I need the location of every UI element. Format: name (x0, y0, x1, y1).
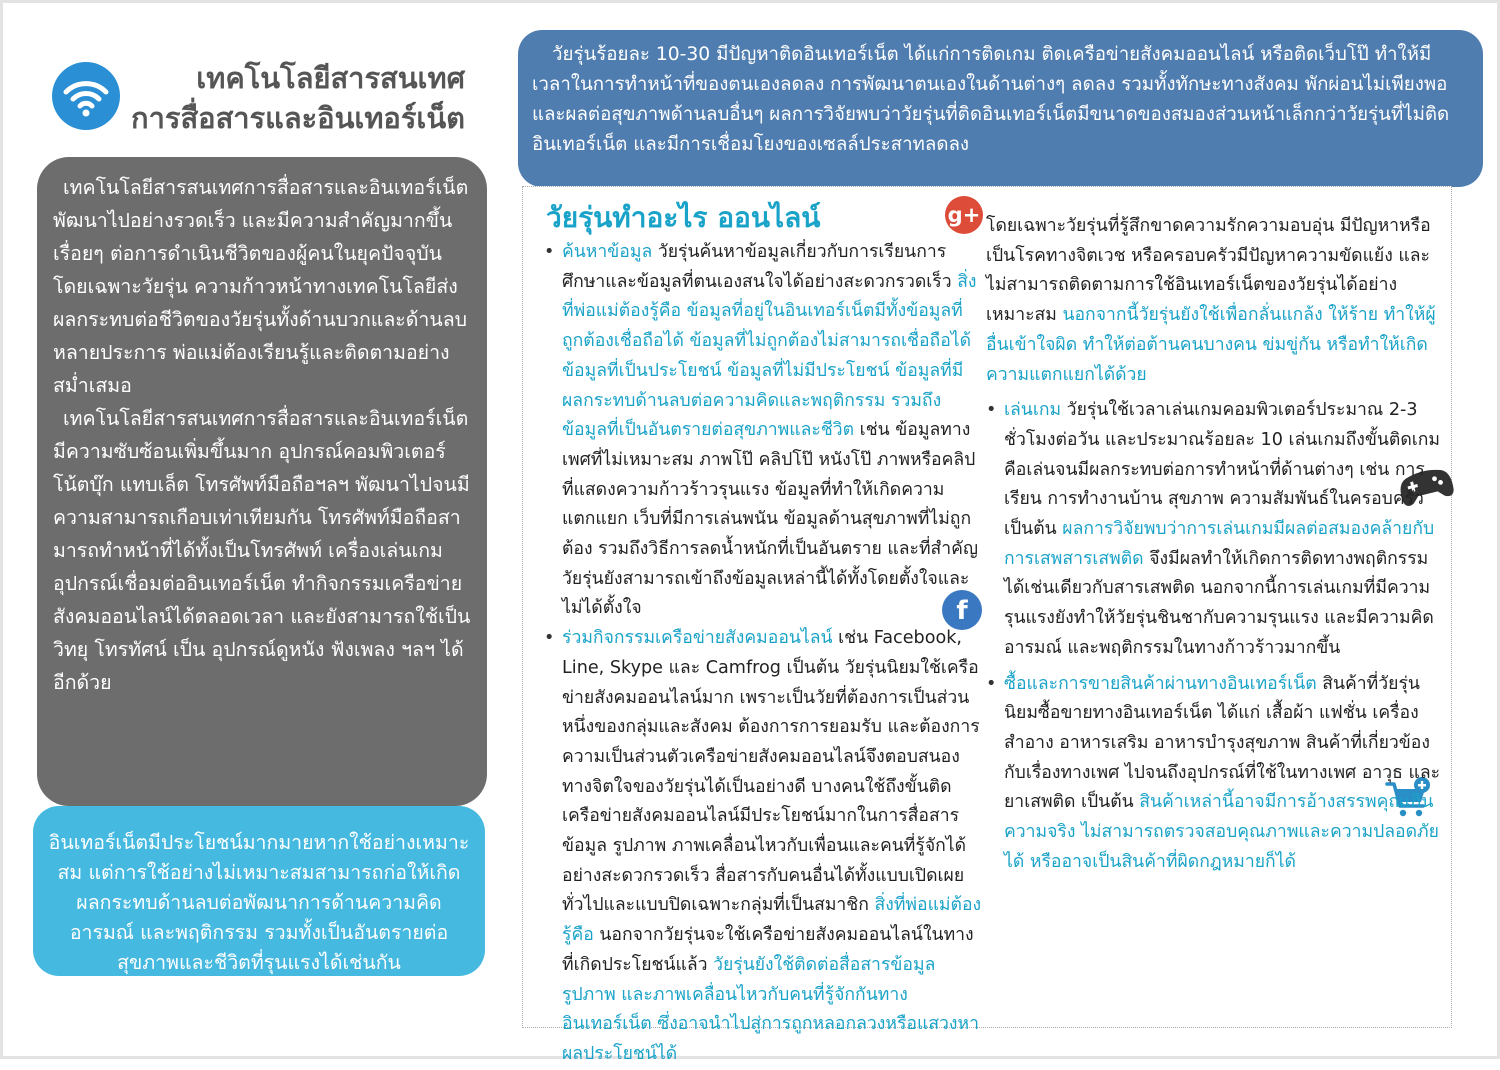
list-item-social (544, 624, 984, 1070)
social-highlight-2: วัยรุ่นยังใช้ติดต่อสื่อสารข้อมูล รูปภาพ และภาพเคลื่อนไหวกับคนที่รู้จักกันทางอินเทอร์เน็ต ซึ่งอาจนำไปสู่การถูกหลอกลวงหรือแสวงหาผลประโยชน์ได้ (562, 954, 980, 1064)
shopping-highlight: สินค้าเหล่านี้อาจมีการอ้างสรรพคุณเกินความจริง ไม่สามารถตรวจสอบคุณภาพและความปลอดภัยได้ หรืออาจเป็นสินค้าที่ผิดกฎหมายก็ได้ (1004, 792, 1439, 872)
social-text-2: นอกจากวัยรุ่นจะใช้เครือข่ายสังคมออนไลน์ในทางที่เกิดประโยชน์แล้ว (562, 925, 974, 975)
title-line-1: เทคโนโลยีสารสนเทศ (196, 61, 465, 95)
facebook-icon: f (942, 590, 982, 630)
games-text-1: วัยรุ่นใช้เวลาเล่นเกมคอมพิวเตอร์ประมาณ 2-3 ชั่วโมงต่อวัน และประมาณร้อยละ 10 เล่นเกมถึงขั้นติดเกม คือเล่นจนมีผลกระทบต่อการทำหน้าที่ด้านต่างๆ เช่น การเรียน การทำงานบ้าน สุขภาพ ความสัมพันธ์ในครอบครัว เป็นต้น (1004, 400, 1441, 540)
social-highlight-3: นอกจากนี้วัยรุ่นยังใช้เพื่อกลั่นแกล้ง ให้ร้าย ทำให้ผู้อื่นเข้าใจผิด ทำให้ต่อต้านคนบางคน ข่มขู่กัน หรือทำให้เกิดความแตกแยกได้ด้วย (986, 305, 1436, 385)
games-heading: เล่นเกม (1004, 400, 1062, 421)
social-text-3: โดยเฉพาะวัยรุ่นที่รู้สึกขาดความรักความอบอุ่น มีปัญหาหรือเป็นโรคทางจิตเวช หรือครอบครัวมีปัญหาความขัดแย้ง และไม่สามารถติดตามการใช้อินเทอร์เน็ตของวัยรุ่นได้อย่างเหมาะสม (986, 216, 1431, 326)
content-column-2 (986, 212, 1444, 877)
list-item-search (544, 238, 984, 624)
list-item-shopping (986, 670, 1444, 878)
search-highlight: สิ่งที่พ่อแม่ต้องรู้คือ ข้อมูลที่อยู่ในอินเทอร์เน็ตมีทั้งข้อมูลที่ถูกต้องเชื่อถือได้ ข้อมูลที่ไม่ถูกต้องไม่สามารถเชื่อถือได้ ข้อมูลที่เป็นประโยชน์ ข้อมูลที่ไม่มีประโยชน์ ข้อมูลที่มีผลกระทบด้านลบต่อความคิดและพฤติกรรม รวมถึงข้อมูลที่เป็นอันตรายต่อสุขภาพและชีวิต (562, 271, 977, 441)
intro-paragraph-2: เทคโนโลยีสารสนเทศการสื่อสารและอินเทอร์เน็ต มีความซับซ้อนเพิ่มขึ้นมาก อุปกรณ์คอมพิวเตอร์ โน้ตบุ๊ก แทบเล็ต โทรศัพท์มือถือฯลฯ พัฒนาไปจนมีความสามารถเกือบเท่าเทียมกัน โทรศัพท์มือถือสามารถทำหน้าที่ได้ทั้งเป็นโทรศัพท์ เครื่องเล่นเกม อุปกรณ์เชื่อมต่ออินเทอร์เน็ต ทำกิจกรรมเครือข่ายสังคมออนไลน์ได้ตลอดเวลา และยังสามารถใช้เป็นวิทยุ โทรทัศน์ เป็น อุปกรณ์ดูหนัง ฟังเพลง ฯลฯ ได้อีกด้วย (53, 407, 471, 694)
social-text-1: เช่น Facebook, Line, Skype และ Camfrog เป็นต้น วัยรุ่นนิยมใช้เครือข่ายสังคมออนไลน์มาก เพราะเป็นวัยที่ต้องการเป็นส่วนหนึ่งของกลุ่มและสังคม ต้องการการยอมรับ และต้องการความเป็นส่วนตัวเครือข่ายสังคมออนไลน์จึงตอบสนองทางจิตใจของวัยรุ่นได้เป็นอย่างดี บางคนใช้ถึงขั้นติด เครือข่ายสังคมออนไลน์มีประโยชน์มากในการสื่อสารข้อมูล รูปภาพ ภาพเคลื่อนไหวกับเพื่อนและคนที่รู้จักได้อย่างสะดวกรวดเร็ว สื่อสารกับคนอื่นได้ทั้งแบบเปิดเผยทั่วไปและแบบปิดเฉพาะกลุ่มที่เป็นสมาชิก (562, 628, 980, 916)
shopping-text-1: สินค้าที่วัยรุ่นนิยมซื้อขายทางอินเทอร์เน็ต ได้แก่ เสื้อผ้า แฟชั่น เครื่องสำอาง อาหารเสริม อาหารบำรุงสุขภาพ สินค้าที่เกี่ยวข้องกับเรื่องทางเพศ ไปจนถึงอุปกรณ์ที่ใช้ในทางเพศ อาวุธ และยาเสพติด เป็นต้น (1004, 673, 1441, 813)
list-item-games (986, 396, 1444, 663)
shopping-heading: ซื้อและการขายสินค้าผ่านทางอินเทอร์เน็ต (1004, 673, 1317, 694)
section-heading: วัยรุ่นทำอะไร ออนไลน์ (546, 201, 821, 234)
wifi-icon (52, 62, 120, 130)
summary-text: อินเทอร์เน็ตมีประโยชน์มากมายหากใช้อย่างเหมาะสม แต่การใช้อย่างไม่เหมาะสมสามารถก่อให้เกิดผลกระทบด้านลบต่อพัฒนาการด้านความคิด อารมณ์ และพฤติกรรม รวมทั้งเป็นอันตรายต่อสุขภาพและชีวิตที่รุนแรงได้เช่นกัน (48, 831, 470, 974)
games-text-2: จึงมีผลทำให้เกิดการติดทางพฤติกรรมได้เช่นเดียวกับสารเสพติด นอกจากนี้การเล่นเกมที่มีความรุนแรงยังทำให้วัยรุ่นชินชากับความรุนแรง และมีความคิด อารมณ์ และพฤติกรรมในทางก้าวร้าวมากขึ้น (1004, 548, 1434, 658)
social-heading: ร่วมกิจกรรมเครือข่ายสังคมออนไลน์ (562, 628, 833, 649)
search-heading: ค้นหาข้อมูล (562, 242, 653, 262)
summary-box (33, 806, 485, 976)
content-column-1 (544, 198, 984, 1070)
statistics-text: วัยรุ่นร้อยละ 10-30 มีปัญหาติดอินเทอร์เน็ต ได้แก่การติดเกม ติดเครือข่ายสังคมออนไลน์ หรือติดเว็บโป๊ ทำให้มีเวลาในการทำหน้าที่ของตนเองลดลง การพัฒนาตนเองในด้านต่างๆ ลดลง รวมทั้งทักษะทางสังคม พักผ่อนไม่เพียงพอ และผลต่อสุขภาพด้านลบอื่นๆ ผลการวิจัยพบว่าวัยรุ่นที่ติดอินเทอร์เน็ตมีขนาดของสมองส่วนหน้าเล็กกว่าวัยรุ่นที่ไม่ติดอินเทอร์เน็ต และมีการเชื่อมโยงของเซลล์ประสาทลดลง (532, 44, 1450, 155)
title-line-2: การสื่อสารและอินเทอร์เน็ต (131, 101, 465, 135)
statistics-box (518, 30, 1483, 187)
intro-box (37, 157, 487, 806)
search-text-2: เช่น ข้อมูลทางเพศที่ไม่เหมาะสม ภาพโป๊ คลิปโป๊ หนังโป๊ ภาพหรือคลิปที่แสดงความก้าวร้าวรุนแรง ข้อมูลที่ทำให้เกิดความแตกแยก เว็บที่มีการเล่นพนัน ข้อมูลด้านสุขภาพที่ไม่ถูกต้อง รวมถึงวิธีการลดน้ำหนักที่เป็นอันตราย และที่สำคัญวัยรุ่นยังสามารถเข้าถึงข้อมูลเหล่านี้ได้ทั้งโดยตั้งใจและไม่ได้ตั้งใจ (562, 420, 978, 619)
search-text-1: วัยรุ่นค้นหาข้อมูลเกี่ยวกับการเรียนการศึกษาและข้อมูลที่ตนเองสนใจได้อย่างสะดวกรวดเร็ว (562, 242, 958, 292)
page-title (131, 58, 465, 138)
social-highlight-1: สิ่งที่พ่อแม่ต้องรู้คือ (562, 895, 982, 946)
google-plus-icon: g+ (945, 196, 983, 234)
games-highlight: ผลการวิจัยพบว่าการเล่นเกมมีผลต่อสมองคล้ายกับการเสพสารเสพติด (1004, 519, 1435, 569)
social-continued (986, 212, 1444, 390)
intro-paragraph-1: เทคโนโลยีสารสนเทศการสื่อสารและอินเทอร์เน็ต พัฒนาไปอย่างรวดเร็ว และมีความสำคัญมากขึ้นเรื่อยๆ ต่อการดำเนินชีวิตของผู้คนในยุคปัจจุบัน โดยเฉพาะวัยรุ่น ความก้าวหน้าทางเทคโนโลยีส่งผลกระทบต่อชีวิตของวัยรุ่นทั้งด้านบวกและด้านลบหลายประการ พ่อแม่ต้องเรียนรู้และติดตามอย่างสม่ำเสมอ (53, 176, 469, 397)
